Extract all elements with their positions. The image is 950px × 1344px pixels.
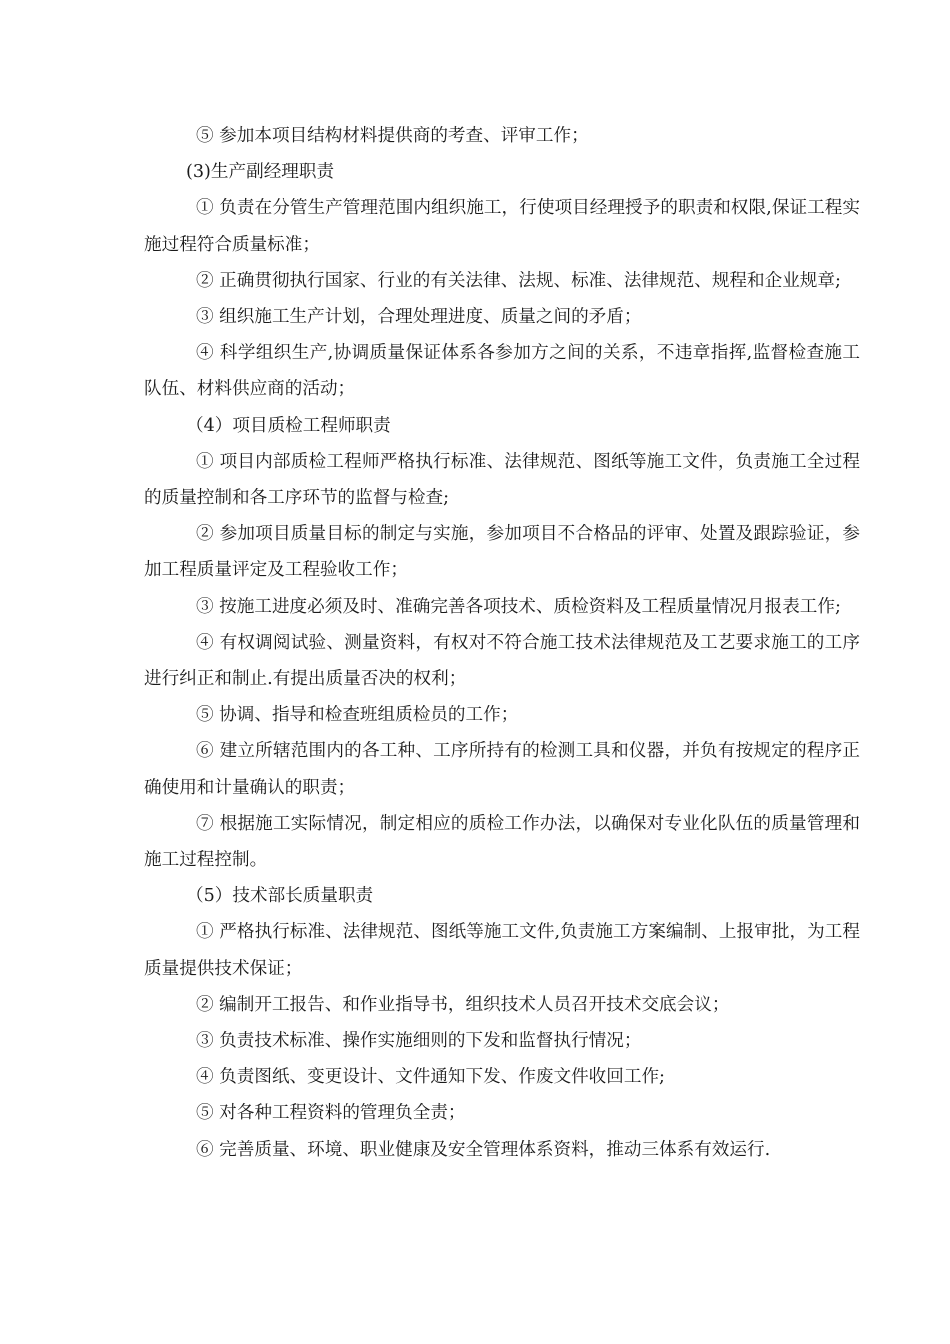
- section-heading: （5）技术部长质量职责: [186, 886, 374, 907]
- list-item: ⑥ 建立所辖范围内的各工种、工序所持有的检测工具和仪器，并负有按规定的程序正确使用和计量确认的职责；: [144, 741, 860, 798]
- list-item: ⑤ 协调、指导和检查班组质检员的工作；: [196, 705, 519, 726]
- list-item: ③ 负责技术标准、操作实施细则的下发和监督执行情况；: [196, 1031, 642, 1052]
- list-item: ⑦ 根据施工实际情况，制定相应的质检工作办法，以确保对专业化队伍的质量管理和施工过程控制。: [144, 813, 860, 871]
- list-item: ⑤ 对各种工程资料的管理负全责；: [196, 1103, 466, 1124]
- list-item: ④ 科学组织生产,协调质量保证体系各参加方之间的关系，不违章指挥,监督检查施工队伍、材料供应商的活动；: [144, 343, 860, 400]
- list-item: ② 参加项目质量目标的制定与实施，参加项目不合格品的评审、处置及跟踪验证，参加工程质量评定及工程验收工作；: [144, 524, 860, 581]
- list-item: ② 编制开工报告、和作业指导书，组织技术人员召开技术交底会议；: [196, 994, 730, 1015]
- document-body: [144, 118, 860, 1168]
- list-item: ③ 按施工进度必须及时、准确完善各项技术、质检资料及工程质量情况月报表工作;: [196, 596, 841, 617]
- list-item: ① 负责在分管生产管理范围内组织施工，行使项目经理授予的职责和权限,保证工程实施过程符合质量标准；: [144, 198, 860, 255]
- section-heading: （4）项目质检工程师职责: [186, 415, 391, 436]
- list-item: ⑤ 参加本项目结构材料提供商的考查、评审工作；: [196, 126, 589, 146]
- list-item: ④ 负责图纸、变更设计、文件通知下发、作废文件收回工作;: [196, 1067, 665, 1088]
- section-heading: (3)生产副经理职责: [186, 162, 335, 183]
- list-item: ⑥ 完善质量、环境、职业健康及安全管理体系资料，推动三体系有效运行.: [196, 1139, 771, 1160]
- list-item: ① 严格执行标准、法律规范、图纸等施工文件,负责施工方案编制、上报审批，为工程质量提供技术保证；: [144, 922, 860, 979]
- list-item: ② 正确贯彻执行国家、行业的有关法律、法规、标准、法律规范、规程和企业规章;: [196, 270, 841, 291]
- list-item: ③ 组织施工生产计划，合理处理进度、质量之间的矛盾；: [196, 307, 642, 328]
- list-item: ④ 有权调阅试验、测量资料，有权对不符合施工技术法律规范及工艺要求施工的工序进行纠正和制止.有提出质量否决的权利；: [144, 632, 860, 690]
- list-item: ① 项目内部质检工程师严格执行标准、法律规范、图纸等施工文件，负责施工全过程的质量控制和各工序环节的监督与检查;: [144, 451, 860, 509]
